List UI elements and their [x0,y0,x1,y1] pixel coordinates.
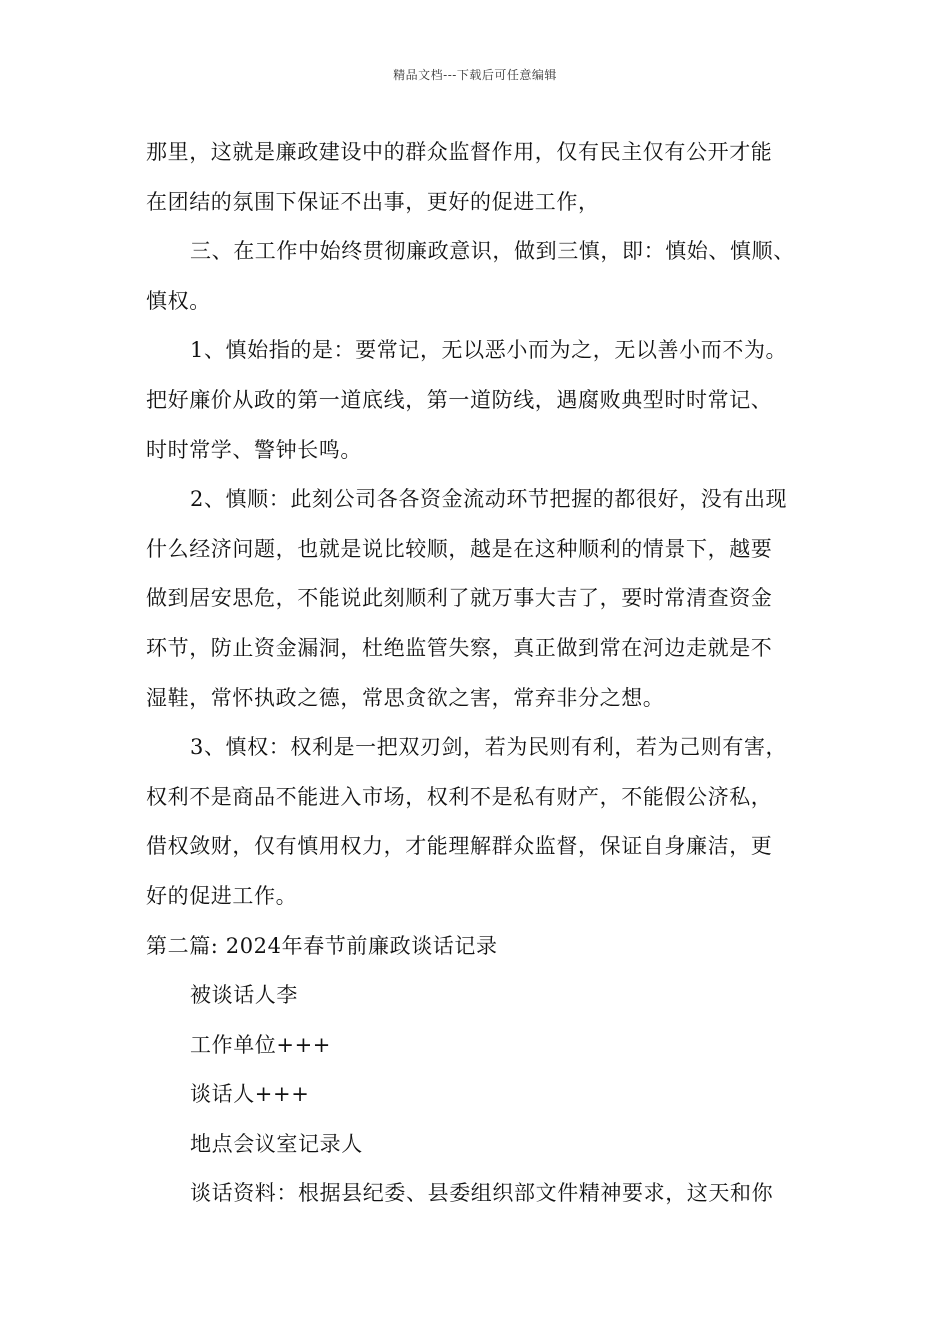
paragraph-start-line: 1、慎始指的是：要常记，无以恶小而为之，无以善小而不为。 [190,338,788,363]
paragraph-start-line: 2、慎顺：此刻公司各各资金流动环节把握的都很好，没有出现 [190,487,788,512]
text-line: 权利不是商品不能进入市场，权利不是私有财产，不能假公济私， [146,784,773,809]
text-line: 时时常学、警钟长鸣。 [146,437,362,462]
document-body [146,130,816,1221]
text-line: 环节，防止资金漏洞，杜绝监管失察，真正做到常在河边走就是不 [146,635,773,660]
paragraph-start-line: 谈话资料：根据县纪委、县委组织部文件精神要求，这天和你 [190,1181,774,1206]
text-line: 那里，这就是廉政建设中的群众监督作用，仅有民主仅有公开才能 [146,140,773,164]
text-line: 慎权。 [146,288,211,313]
record-field-line: 工作单位+++ [190,1032,331,1057]
section-heading-line: 三、在工作中始终贯彻廉政意识，做到三慎，即：慎始、慎顺、 [190,239,795,264]
record-field-line: 地点会议室记录人 [190,1131,363,1156]
chapter-title: 第二篇: 2024年春节前廉政谈话记录 [146,933,498,958]
text-line: 做到居安思危，不能说此刻顺利了就万事大吉了，要时常清查资金 [146,586,773,611]
text-line: 在团结的氛围下保证不出事，更好的促进工作， [146,189,600,214]
paragraph-start-line: 3、慎权：权利是一把双刃剑，若为民则有利，若为己则有害， [190,735,788,760]
record-field-line: 被谈话人李 [190,983,298,1008]
text-line: 湿鞋，常怀执政之德，常思贪欲之害，常弃非分之想。 [146,685,665,710]
text-line: 什么经济问题，也就是说比较顺，越是在这种顺利的情景下，越要 [146,536,773,561]
page-header: 精品文档---下载后可任意编辑 [393,68,557,82]
text-line: 好的促进工作。 [146,883,298,908]
text-line: 把好廉价从政的第一道底线，第一道防线，遇腐败典型时时常记、 [146,387,773,412]
text-line: 借权敛财，仅有慎用权力，才能理解群众监督，保证自身廉洁，更 [146,834,773,859]
record-field-line: 谈话人+++ [190,1082,310,1107]
